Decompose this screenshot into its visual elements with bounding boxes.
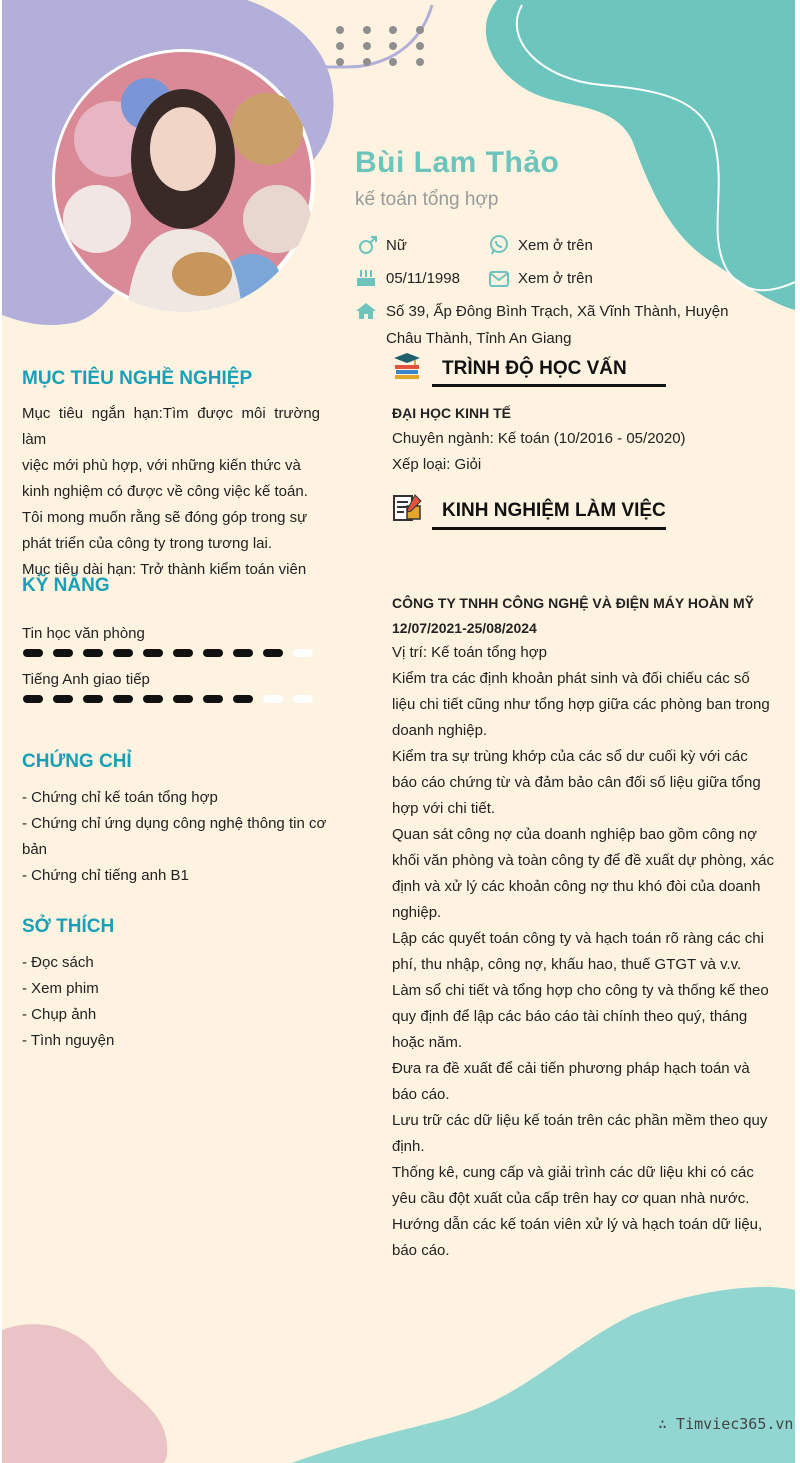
gender-icon xyxy=(357,234,379,256)
experience-line: khối văn phòng và toàn công ty để đề xuất dự phòng, xác xyxy=(392,852,774,869)
graduation-books-icon xyxy=(391,350,423,382)
birthday-value: 05/11/1998 xyxy=(386,270,460,287)
skill-segment-filled xyxy=(83,649,103,657)
whatsapp-icon xyxy=(488,234,510,256)
phone-value: Xem ở trên xyxy=(518,237,593,254)
objective-line: Mục tiêu ngắn hạn:Tìm được môi trường làm xyxy=(22,405,320,448)
objective-line: việc mới phù hợp, với những kiến thức và xyxy=(22,457,301,474)
skill-segment-filled xyxy=(53,695,73,703)
skill-segment-filled xyxy=(113,649,133,657)
experience-line: báo cáo. xyxy=(392,1086,450,1103)
experience-line: nghiệp. xyxy=(392,904,442,921)
experience-line: yêu cầu đột xuất của cấp trên hay cơ quan nhà nước. xyxy=(392,1190,750,1207)
experience-line: Lưu trữ các dữ liệu kế toán trên các phần mềm theo quy xyxy=(392,1112,768,1129)
hobbies-list xyxy=(22,950,332,1054)
hobby-item: - Chụp ảnh xyxy=(22,1006,97,1023)
experience-line: báo cáo. xyxy=(392,1242,450,1259)
skill-segment-filled xyxy=(143,695,163,703)
experience-line: doanh nghiệp. xyxy=(392,722,488,739)
certificate-item: - Chứng chỉ tiếng anh B1 xyxy=(22,867,189,884)
skill-segment-filled xyxy=(113,695,133,703)
skill-segment-filled xyxy=(173,649,193,657)
skill-segment-filled xyxy=(203,649,223,657)
skill-segment-empty xyxy=(263,695,283,703)
hobby-item: - Xem phim xyxy=(22,980,99,997)
experience-description xyxy=(392,640,776,1264)
objective-text xyxy=(22,401,320,583)
hobby-item: - Tình nguyện xyxy=(22,1032,115,1049)
address-line-2: Châu Thành, Tỉnh An Giang xyxy=(386,330,572,347)
education-major: Chuyên ngành: Kế toán (10/2016 - 05/2020) xyxy=(392,430,686,447)
home-icon xyxy=(355,300,377,322)
objective-heading: MỤC TIÊU NGHỀ NGHIỆP xyxy=(22,368,253,389)
job-title: kế toán tổng hợp xyxy=(355,189,499,210)
cv-page xyxy=(2,0,795,1463)
certificate-item: - Chứng chỉ ứng dụng công nghệ thông tin cơ xyxy=(22,815,327,832)
certificates-heading: CHỨNG CHỈ xyxy=(22,751,132,772)
work-experience-icon xyxy=(391,492,423,524)
hobby-item: - Đọc sách xyxy=(22,954,94,971)
skill-segment-filled xyxy=(203,695,223,703)
light-teal-blob xyxy=(292,1287,795,1463)
objective-line: phát triển của công ty trong tương lai. xyxy=(22,535,273,552)
skill-segment-filled xyxy=(53,649,73,657)
experience-line: báo cáo chứng từ và đảm bảo cân đối số liệu giữa tổng xyxy=(392,774,761,791)
experience-line: liệu chi tiết cũng như tổng hợp giữa các phòng ban trong xyxy=(392,696,770,713)
certificates-list xyxy=(22,785,332,889)
experience-heading: KINH NGHIỆM LÀM VIỆC xyxy=(442,500,666,521)
experience-line: Kiểm tra sự trùng khớp của các sổ dư cuối kỳ với các xyxy=(392,748,748,765)
experience-line: định. xyxy=(392,1138,425,1155)
birthday-cake-icon xyxy=(355,266,377,288)
experience-line: định và xử lý các khoản công nợ thu khó đòi của doanh xyxy=(392,878,761,895)
skill-segment-filled xyxy=(83,695,103,703)
education-school: ĐẠI HỌC KINH TẾ xyxy=(392,405,511,421)
skill-label-english: Tiếng Anh giao tiếp xyxy=(22,671,150,688)
objective-line: Tôi mong muốn rằng sẽ đóng góp trong sự xyxy=(22,509,308,526)
objective-line: Mục tiêu dài hạn: Trở thành kiểm toán viên xyxy=(22,561,307,578)
experience-line: hợp với chi tiết. xyxy=(392,800,496,817)
skill-bar-english xyxy=(22,694,322,704)
hobbies-heading: SỞ THÍCH xyxy=(22,916,115,937)
experience-company: CÔNG TY TNHH CÔNG NGHỆ VÀ ĐIỆN MÁY HOÀN MỸ xyxy=(392,595,754,611)
skill-segment-filled xyxy=(173,695,193,703)
education-heading: TRÌNH ĐỘ HỌC VẤN xyxy=(442,358,627,379)
address-line-1: Số 39, Ấp Đông Bình Trạch, Xã Vĩnh Thành, Huyện xyxy=(386,303,729,320)
skills-heading: KỸ NĂNG xyxy=(22,575,110,596)
email-value: Xem ở trên xyxy=(518,270,593,287)
experience-line: Thống kê, cung cấp và giải trình các dữ liệu khi có các xyxy=(392,1164,754,1181)
experience-line: phí, thu nhập, công nợ, khấu hao, thuế GTGT và v.v. xyxy=(392,956,742,973)
experience-heading-underline xyxy=(432,527,666,530)
profile-photo xyxy=(52,49,315,312)
certificate-item: - Chứng chỉ kế toán tổng hợp xyxy=(22,789,218,806)
experience-line: Đưa ra đề xuất để cải tiến phương pháp hạch toán và xyxy=(392,1060,750,1077)
experience-line: Làm sổ chi tiết và tổng hợp cho công ty và thống kế theo xyxy=(392,982,769,999)
skill-label-office: Tin học văn phòng xyxy=(22,625,145,642)
certificate-item: bản xyxy=(22,841,48,858)
candidate-name: Bùi Lam Thảo xyxy=(355,146,560,179)
skill-segment-filled xyxy=(233,649,253,657)
education-heading-underline xyxy=(432,384,666,387)
skill-segment-filled xyxy=(23,649,43,657)
objective-line: kinh nghiệm có được về công việc kế toán. xyxy=(22,483,308,500)
skill-segment-filled xyxy=(143,649,163,657)
pink-blob xyxy=(2,1324,167,1463)
skill-segment-filled xyxy=(233,695,253,703)
experience-line: Hướng dẫn các kế toán viên xử lý và hạch toán dữ liệu, xyxy=(392,1216,763,1233)
skill-segment-filled xyxy=(263,649,283,657)
experience-line: Kiểm tra các định khoản phát sinh và đối chiếu các số xyxy=(392,670,750,687)
email-icon xyxy=(488,268,510,290)
education-grade: Xếp loại: Giỏi xyxy=(392,456,482,473)
experience-line: Lập các quyết toán công ty và hạch toán rõ ràng các chi xyxy=(392,930,764,947)
skill-segment-filled xyxy=(23,695,43,703)
experience-line: quy định để lập các báo cáo tài chính theo quý, tháng xyxy=(392,1008,748,1025)
timviec365-watermark: ∴ Timviec365.vn xyxy=(658,1415,794,1433)
experience-line: hoặc năm. xyxy=(392,1034,463,1051)
gender-value: Nữ xyxy=(386,237,407,254)
experience-period: 12/07/2021-25/08/2024 xyxy=(392,620,537,636)
skill-segment-empty xyxy=(293,649,313,657)
experience-line: Vị trí: Kế toán tổng hợp xyxy=(392,644,547,661)
experience-line: Quan sát công nợ của doanh nghiệp bao gồm công nợ xyxy=(392,826,757,843)
skill-segment-empty xyxy=(293,695,313,703)
skill-bar-office xyxy=(22,648,322,658)
